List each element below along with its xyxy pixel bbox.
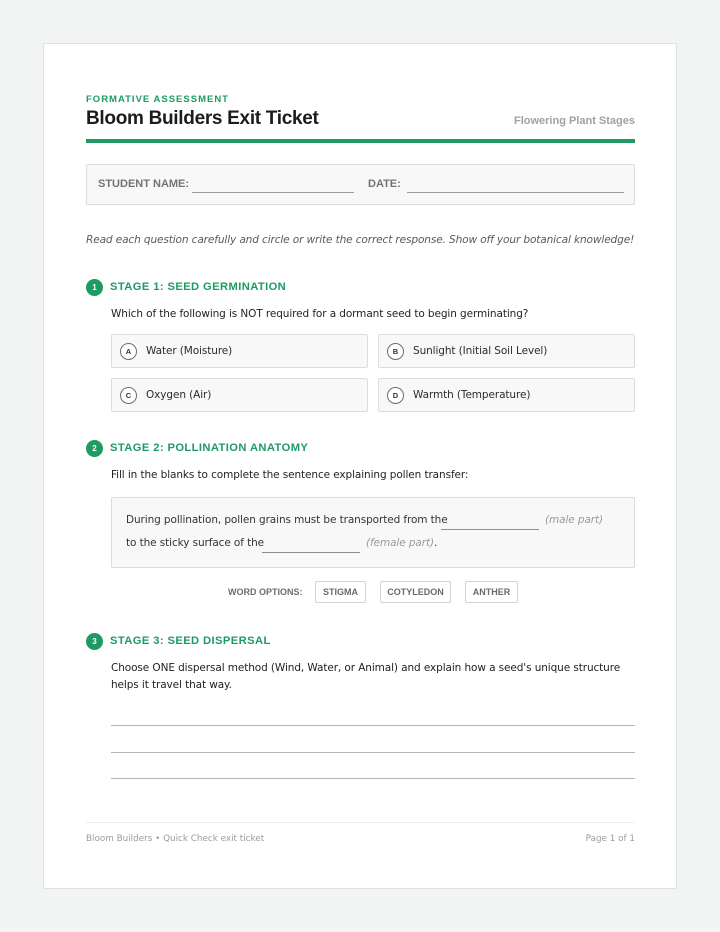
writing-line-2[interactable] [111,752,635,753]
writing-line-3[interactable] [111,778,635,779]
worksheet-page [43,43,677,889]
option-c-letter: C [120,387,137,404]
sentence-part-1: During pollination, pollen grains must be transported from the [126,514,448,526]
option-b-text: Sunlight (Initial Soil Level) [413,345,548,357]
header-divider [86,139,635,143]
option-b[interactable] [378,334,635,368]
stage-1-question: Which of the following is NOT required for a dormant seed to begin germinating? [111,308,529,320]
footer-page-number: Page 1 of 1 [585,834,635,844]
option-d-letter: D [387,387,404,404]
page-title: Bloom Builders Exit Ticket [86,108,319,129]
footer-left: Bloom Builders • Quick Check exit ticket [86,834,265,844]
stage-3-number: 3 [86,633,103,650]
stage-3-question-line-2: helps it travel that way. [111,679,232,691]
stage-2-header [86,439,308,457]
option-a[interactable] [111,334,368,368]
date-field[interactable] [407,192,624,193]
instructions: Read each question carefully and circle or write the correct response. Show off your botanical knowledge! [86,234,635,246]
word-options-label: WORD OPTIONS: [228,587,303,597]
assessment-type: FORMATIVE ASSESSMENT [86,94,229,105]
blank-male-part[interactable] [441,529,539,530]
hint-male-part: (male part) [545,514,604,526]
footer-divider [86,822,635,823]
student-name-field[interactable] [192,192,354,193]
sentence-end: . [434,537,438,549]
word-option-anther: ANTHER [465,581,518,603]
option-a-text: Water (Moisture) [146,345,233,357]
option-c[interactable] [111,378,368,412]
date-label: DATE: [368,178,401,190]
stage-3-question-line-1: Choose ONE dispersal method (Wind, Water, or Animal) and explain how a seed's unique structure [111,662,621,674]
stage-1-title: STAGE 1: SEED GERMINATION [110,281,287,293]
stage-3-header [86,632,271,650]
stage-2-question: Fill in the blanks to complete the sentence explaining pollen transfer: [111,469,469,481]
stage-1-number: 1 [86,279,103,296]
writing-line-1[interactable] [111,725,635,726]
stage-3-title: STAGE 3: SEED DISPERSAL [110,635,271,647]
student-name-label: STUDENT NAME: [98,178,190,190]
stage-2-title: STAGE 2: POLLINATION ANATOMY [110,442,309,454]
stage-1-header [86,278,286,296]
topic-label: Flowering Plant Stages [513,115,635,127]
hint-female-part: (female part) [366,537,434,549]
option-d[interactable] [378,378,635,412]
word-option-stigma: STIGMA [315,581,366,603]
option-c-text: Oxygen (Air) [146,389,212,401]
blank-female-part[interactable] [262,552,360,553]
fill-in-blank-box [111,497,635,568]
student-info-box [86,164,635,205]
option-a-letter: A [120,343,137,360]
stage-2-number: 2 [86,440,103,457]
word-option-cotyledon: COTYLEDON [380,581,451,603]
option-d-text: Warmth (Temperature) [413,389,531,401]
sentence-part-2: to the sticky surface of the [126,537,265,549]
option-b-letter: B [387,343,404,360]
